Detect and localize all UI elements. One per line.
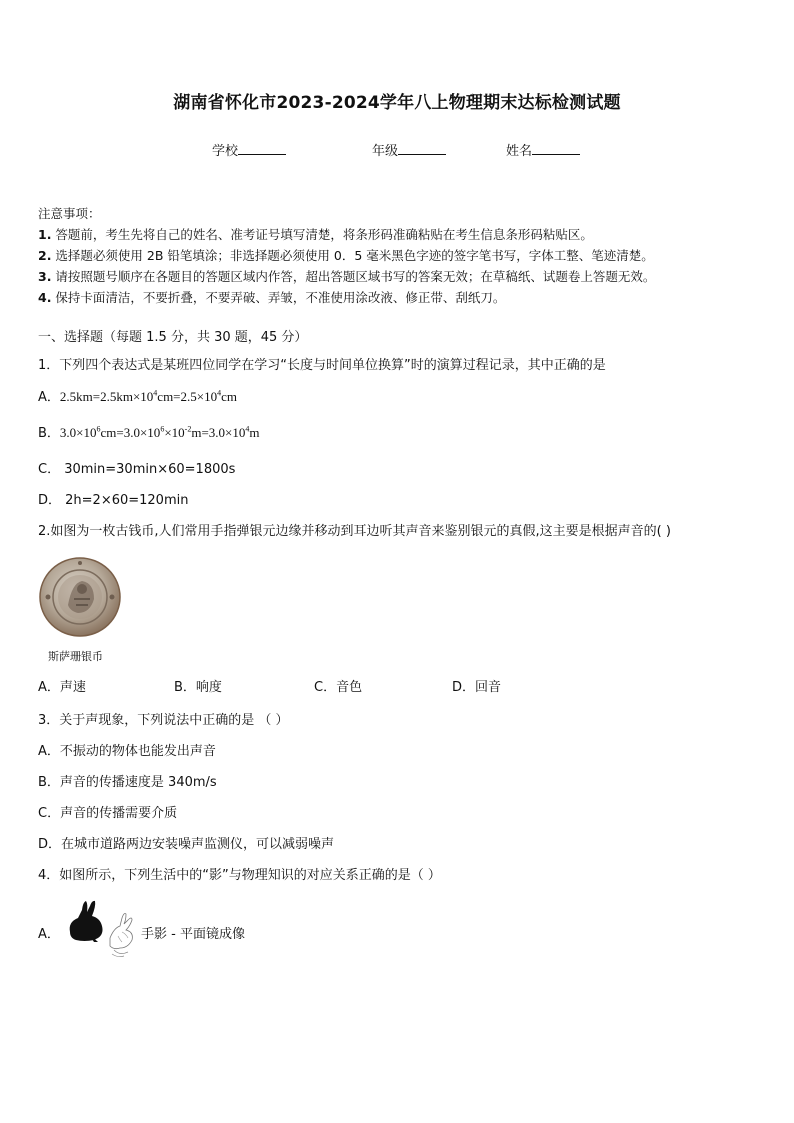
note-number: 2. [38,248,52,263]
option-text: ×10 [164,425,185,440]
q1-stem: 1．下列四个表达式是某班四位同学在学习“长度与时间单位换算”时的演算过程记录，其中正确的是 [38,358,606,373]
note-item [38,287,655,308]
q3-option-d: D．在城市道路两边安装噪声监测仪，可以减弱噪声 [38,837,335,852]
exponent: 6 [96,424,101,434]
school-label: 学校 [212,144,239,159]
exponent: 4 [217,388,222,398]
option-text: 2.5km=2.5km×10 [59,389,154,404]
q3-option-c: C．声音的传播需要介质 [38,806,178,821]
option-label: B． [38,426,60,441]
school-blank [238,142,286,155]
name-field [506,140,580,159]
q4-option-a-label: A． [38,927,60,942]
section-title: 一、选择题（每题 1.5 分，共 30 题，45 分） [38,330,308,345]
q2-option-d: D．回音 [452,680,502,695]
q3-option-a: A．不振动的物体也能发出声音 [38,744,216,759]
option-text: m=3.0×10 [191,425,246,440]
name-label: 姓名 [506,144,533,159]
notes-block [38,203,655,308]
note-number: 4. [38,290,52,305]
q2-option-b: B．响度 [174,680,222,695]
q2-stem: 2.如图为一枚古钱币,人们常用手指弹银元边缘并移动到耳边听其声音来鉴别银元的真假,这主要是根据声音的( ) [38,524,671,539]
note-text: 选择题必须使用 2B 铅笔填涂；非选择题必须使用 0．5 毫米黑色字迹的签字笔书写，字体工整、笔迹清楚。 [51,248,654,263]
exponent: 4 [153,388,158,398]
q1-option-d: D． 2h=2×60=120min [38,493,189,508]
grade-label: 年级 [372,144,399,159]
exponent: 6 [160,424,165,434]
q1-option-b [38,422,259,441]
option-label: A． [38,390,60,405]
option-text: 3.0×10 [59,425,97,440]
coin-caption: 斯萨珊银币 [48,650,103,663]
page-title: 湖南省怀化市2023-2024学年八上物理期末达标检测试题 [173,93,621,113]
note-item [38,266,655,287]
note-item [38,224,655,245]
note-number: 3. [38,269,52,284]
silver-coin-image [38,555,122,639]
note-text: 答题前，考生先将自己的姓名、准考证号填写清楚，将条形码准确粘贴在考生信息条形码粘贴区。 [51,227,593,242]
q2-option-c: C．音色 [314,680,363,695]
q4-stem: 4．如图所示，下列生活中的“影”与物理知识的对应关系正确的是（ ） [38,868,441,883]
note-text: 保持卡面清洁，不要折叠，不要弄破、弄皱，不准使用涂改液、修正带、刮纸刀。 [51,290,506,305]
grade-field [372,140,446,159]
exponent: -2 [184,424,192,434]
option-text: cm=2.5×10 [157,389,218,404]
option-text: cm [221,389,237,404]
rabbit-shadow-image [64,898,144,960]
note-text: 请按照题号顺序在各题目的答题区域内作答，超出答题区域书写的答案无效；在草稿纸、试题卷上答题无效。 [51,269,656,284]
option-text: m [249,425,260,440]
q1-option-a [38,386,237,405]
notes-heading: 注意事项： [38,206,101,221]
exponent: 4 [245,424,250,434]
q2-option-a: A．声速 [38,680,86,695]
grade-blank [398,142,446,155]
note-item [38,245,655,266]
q3-stem: 3．关于声现象，下列说法中正确的是 （ ） [38,713,289,728]
name-blank [532,142,580,155]
option-text: cm=3.0×10 [100,425,161,440]
school-field [212,140,286,159]
q1-option-c: C． 30min=30min×60=1800s [38,462,236,477]
q2-options [38,676,758,696]
q4-option-a-text: 手影 - 平面镜成像 [141,927,245,942]
q3-option-b: B．声音的传播速度是 340m/s [38,775,217,790]
note-number: 1. [38,227,52,242]
